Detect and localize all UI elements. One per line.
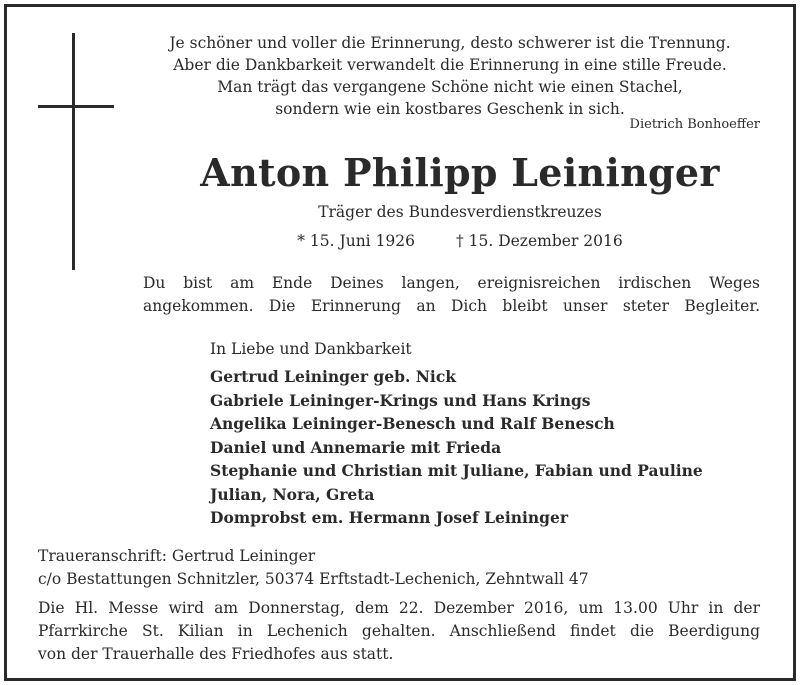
- mourner-name: Stephanie und Christian mit Juliane, Fabian und Pauline: [210, 461, 703, 480]
- mourner-name: Angelika Leininger-Benesch und Ralf Benesch: [210, 414, 615, 433]
- mourners-list: [210, 365, 703, 530]
- mourning-address: [38, 545, 589, 591]
- birth-date: * 15. Juni 1926: [297, 232, 416, 250]
- service-info: [38, 597, 760, 666]
- farewell-text: [143, 272, 760, 318]
- mourner-name: Daniel und Annemarie mit Frieda: [210, 437, 502, 457]
- farewell-line: Du bist am Ende Deines langen, ereignisreichen irdischen Weges: [143, 274, 760, 292]
- service-line: Pfarrkirche St. Kilian in Lechenich gehalten. Anschließend findet die Beerdigung: [38, 622, 760, 640]
- deceased-honor: Träger des Bundesverdienstkreuzes: [318, 203, 602, 221]
- mourner-name: Julian, Nora, Greta: [210, 484, 375, 504]
- farewell-line: angekommen. Die Erinnerung an Dich bleibt unser steter Begleiter.: [143, 297, 760, 315]
- quote-line: Man trägt das vergangene Schöne nicht wie einen Stachel,: [217, 78, 683, 96]
- mourner-name: Domprobst em. Hermann Josef Leininger: [210, 508, 569, 527]
- cross-icon-horizontal: [38, 105, 114, 108]
- quote-author: Dietrich Bonhoeffer: [629, 117, 760, 132]
- mourner-name: Gabriele Leininger-Krings und Hans Krings: [210, 390, 591, 410]
- service-line: Die Hl. Messe wird am Donnerstag, dem 22. Dezember 2016, um 13.00 Uhr in der: [38, 599, 760, 617]
- cross-icon-vertical: [72, 33, 75, 270]
- bonhoeffer-quote: [140, 32, 760, 120]
- mourner-name: Gertrud Leininger geb. Nick: [210, 367, 456, 386]
- service-line: von der Trauerhalle des Friedhofes aus statt.: [38, 645, 394, 663]
- quote-line: Je schöner und voller die Erinnerung, desto schwerer ist die Trennung.: [169, 34, 731, 52]
- quote-line: sondern wie ein kostbares Geschenk in sich.: [275, 100, 625, 118]
- life-dates: [140, 232, 780, 250]
- mourners-intro: In Liebe und Dankbarkeit: [210, 340, 412, 358]
- death-date: † 15. Dezember 2016: [455, 232, 623, 250]
- quote-line: Aber die Dankbarkeit verwandelt die Erinnerung in eine stille Freude.: [173, 56, 727, 74]
- address-line: Traueranschrift: Gertrud Leininger: [38, 547, 316, 565]
- deceased-name: Anton Philipp Leininger: [200, 150, 720, 195]
- address-line: c/o Bestattungen Schnitzler, 50374 Erftstadt-Lechenich, Zehntwall 47: [38, 570, 589, 588]
